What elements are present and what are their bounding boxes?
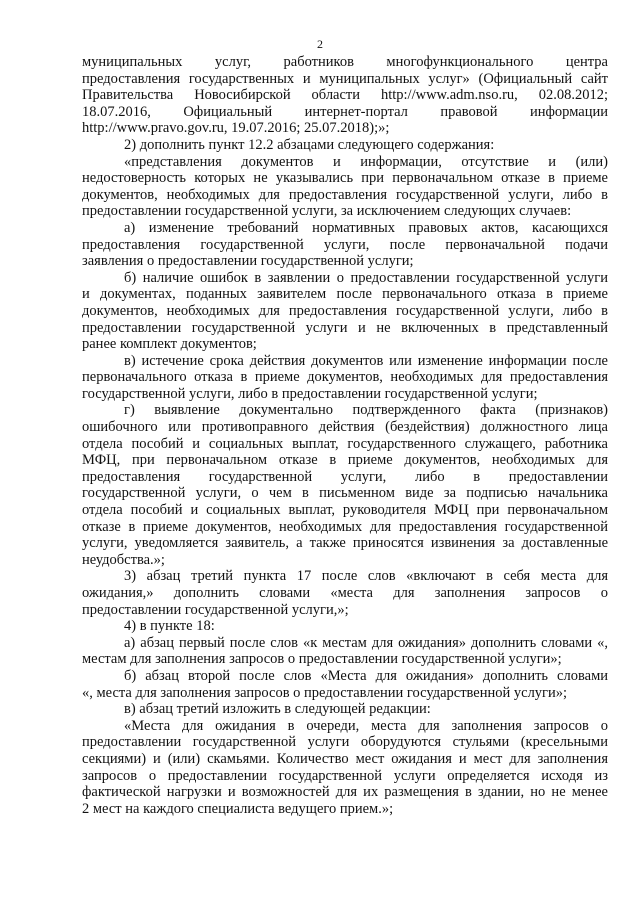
text-line: предоставлении государственной услуги,»; bbox=[82, 601, 349, 618]
text-line: предоставления государственной услуги, либо в предоставлении bbox=[82, 468, 608, 485]
text-line: муниципальных услуг, работников многофункционального центра bbox=[82, 54, 608, 70]
text-line: отдела пособий и социальных выплат, государственного служащего, работника bbox=[82, 435, 608, 452]
text-line: «Места для ожидания в очереди, места для заполнения запросов о bbox=[124, 717, 608, 734]
document-body bbox=[82, 54, 608, 817]
text-line: 18.07.2016, Официальный интернет-портал правовой информации bbox=[82, 103, 608, 120]
text-line: 2 мест на каждого специалиста ведущего прием.»; bbox=[82, 800, 394, 817]
text-line: документов, необходимых для предоставления государственной услуги, либо в bbox=[82, 186, 608, 203]
text-line: секциями) и (или) скамьями. Количество мест ожидания и мест для заполнения bbox=[82, 750, 608, 767]
text-line: ошибочного или противоправного действия (бездействия) должностного лица bbox=[82, 419, 608, 436]
text-line: а) абзац первый после слов «к местам для ожидания» дополнить словами «, bbox=[124, 634, 608, 651]
text-line: отдела пособий и социальных выплат, руководителя МФЦ при первоначальном bbox=[82, 502, 608, 519]
text-line: Правительства Новосибирской области http://www.adm.nso.ru, 02.08.2012; bbox=[82, 87, 608, 104]
text-line: предоставлении государственной услуги оборудуются стульями (кресельными bbox=[82, 734, 608, 751]
text-line: а) изменение требований нормативных правовых актов, касающихся bbox=[124, 219, 608, 236]
text-line: г) выявление документально подтвержденного факта (признаков) bbox=[124, 402, 608, 419]
text-line: предоставления государственных и муниципальных услуг» (Официальный сайт bbox=[82, 70, 608, 87]
text-line: 2) дополнить пункт 12.2 абзацами следующего содержания: bbox=[124, 136, 495, 153]
text-line: предоставления государственной услуги, после первоначальной подачи bbox=[82, 236, 608, 253]
text-line: б) наличие ошибок в заявлении о предоставлении государственной услуги bbox=[124, 269, 608, 286]
text-line: заявления о предоставлении государственной услуги; bbox=[82, 253, 414, 270]
text-line: государственной услуги, либо в предоставлении государственной услуги; bbox=[82, 385, 538, 402]
text-line: неудобства.»; bbox=[82, 551, 165, 568]
text-line: запросов о предоставлении государственной услуги определяется исходя из bbox=[82, 767, 608, 784]
text-line: документов, необходимых для предоставления государственной услуги, либо в bbox=[82, 302, 608, 319]
text-line: недостоверность которых не указывались при первоначальном отказе в приеме bbox=[82, 170, 608, 187]
text-line: «, места для заполнения запросов о предоставлении государственной услуги»; bbox=[82, 684, 568, 701]
text-line: 4) в пункте 18: bbox=[124, 618, 215, 635]
text-line: фактической нагрузки и возможностей для их размещения в здании, но не менее bbox=[82, 784, 608, 801]
text-line: б) абзац второй после слов «Места для ожидания» дополнить словами bbox=[124, 667, 608, 684]
text-line: МФЦ, при первоначальном отказе в приеме документов, необходимых для bbox=[82, 452, 608, 469]
text-line: первоначального отказа в приеме документов, необходимых для предоставления bbox=[82, 369, 608, 386]
text-line: «представления документов и информации, отсутствие и (или) bbox=[124, 153, 608, 170]
text-line: местам для заполнения запросов о предоставлении государственной услуги»; bbox=[82, 651, 562, 668]
text-line: 3) абзац третий пункта 17 после слов «включают в себя места для bbox=[124, 568, 608, 585]
text-line: и документах, поданных заявителем после первоначального отказа в приеме bbox=[82, 286, 608, 303]
page-number: 2 bbox=[317, 37, 323, 51]
text-line: предоставлении государственной услуги и не включенных в представленный bbox=[82, 319, 608, 336]
text-line: в) истечение срока действия документов или изменение информации после bbox=[124, 352, 608, 369]
text-line: государственной услуги, о чем в письменном виде за подписью начальника bbox=[82, 485, 608, 502]
text-line: ожидания,» дополнить словами «места для заполнения запросов о bbox=[82, 585, 608, 601]
text-line: отказе в приеме документов, необходимых для предоставления государственной bbox=[82, 518, 608, 535]
text-line: предоставлении государственной услуги, за исключением следующих случаев: bbox=[82, 203, 572, 220]
text-line: в) абзац третий изложить в следующей редакции: bbox=[124, 701, 431, 718]
text-line: http://www.pravo.gov.ru, 19.07.2016; 25.07.2018);»; bbox=[82, 120, 390, 137]
text-line: ранее комплект документов; bbox=[82, 336, 257, 353]
text-line: услуги, уведомляется заявитель, а также приносятся извинения за доставленные bbox=[82, 535, 608, 552]
